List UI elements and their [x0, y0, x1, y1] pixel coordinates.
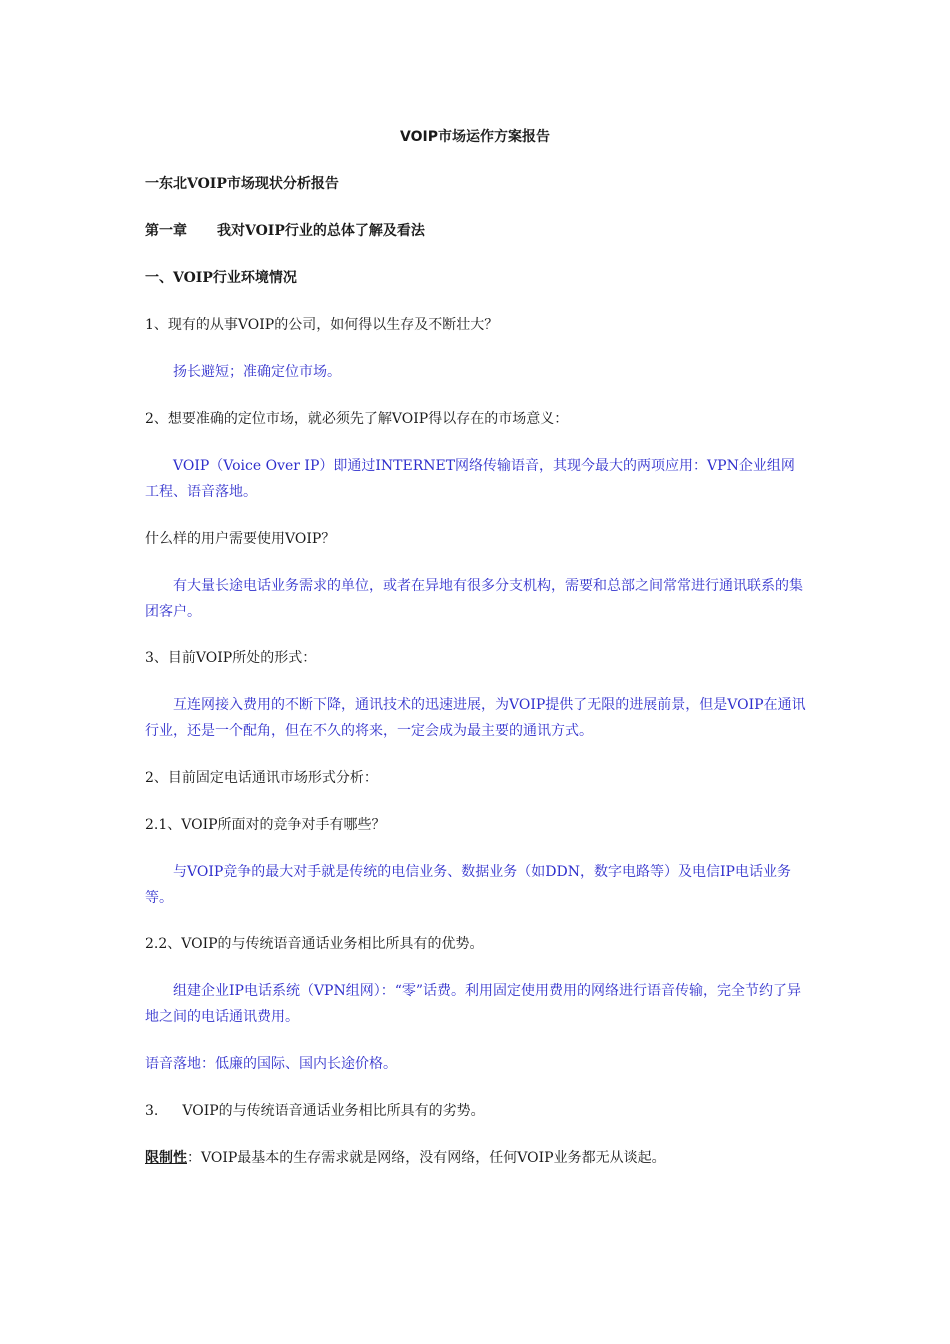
answer-users: 有大量长途电话业务需求的单位，或者在异地有很多分支机构，需要和总部之间常常进行通讯联系的集团客户。 — [145, 578, 803, 620]
answer-4-2: 组建企业IP电话系统（VPN组网）：“零”话费。利用固定使用费用的网络进行语音传输，完全节约了异地之间的电话通讯费用。 — [145, 983, 802, 1025]
limitation-line — [145, 1145, 807, 1171]
chapter-label: 第一章 — [145, 223, 187, 239]
question-4-1: 2.1、VOIP所面对的竞争对手有哪些？ — [145, 817, 386, 833]
question-5-number: 3. — [145, 1103, 159, 1119]
question-users: 什么样的用户需要使用VOIP？ — [145, 531, 336, 547]
answer-3: 互连网接入费用的不断下降，通讯技术的迅速进展，为VOIP提供了无限的进展前景，但是VOIP在通讯行业，还是一个配角，但在不久的将来，一定会成为最主要的通讯方式。 — [145, 697, 806, 739]
limitation-label: 限制性 — [145, 1150, 187, 1166]
limitation-text: ：VOIP最基本的生存需求就是网络，没有网络，任何VOIP业务都无从谈起。 — [187, 1150, 666, 1166]
chapter-heading — [145, 218, 807, 244]
question-5-text: VOIP的与传统语音通话业务相比所具有的劣势。 — [182, 1103, 485, 1119]
answer-1: 扬长避短；准确定位市场。 — [173, 364, 341, 380]
section-heading: 一东北VOIP市场现状分析报告 — [145, 176, 339, 192]
answer-4-1: 与VOIP竞争的最大对手就是传统的电信业务、数据业务（如DDN，数字电路等）及电信IP电话业务等。 — [145, 864, 791, 906]
chapter-title: 我对VOIP行业的总体了解及看法 — [217, 223, 425, 239]
answer-2: VOIP（Voice Over IP）即通过INTERNET网络传输语音，其现今最大的两项应用：VPN企业组网工程、语音落地。 — [145, 458, 795, 500]
question-1: 1、现有的从事VOIP的公司，如何得以生存及不断壮大？ — [145, 317, 499, 333]
question-3: 3、目前VOIP所处的形式： — [145, 650, 317, 666]
question-4-2: 2.2、VOIP的与传统语音通话业务相比所具有的优势。 — [145, 936, 484, 952]
sub-heading: 一、VOIP行业环境情况 — [145, 270, 297, 286]
question-2: 2、想要准确的定位市场，就必须先了解VOIP得以存在的市场意义： — [145, 411, 569, 427]
question-4: 2、目前固定电话通讯市场形式分析： — [145, 770, 378, 786]
question-5 — [145, 1098, 807, 1124]
answer-4-2-landing: 语音落地：低廉的国际、国内长途价格。 — [145, 1056, 397, 1072]
document-title: VOIP市场运作方案报告 — [400, 129, 550, 145]
